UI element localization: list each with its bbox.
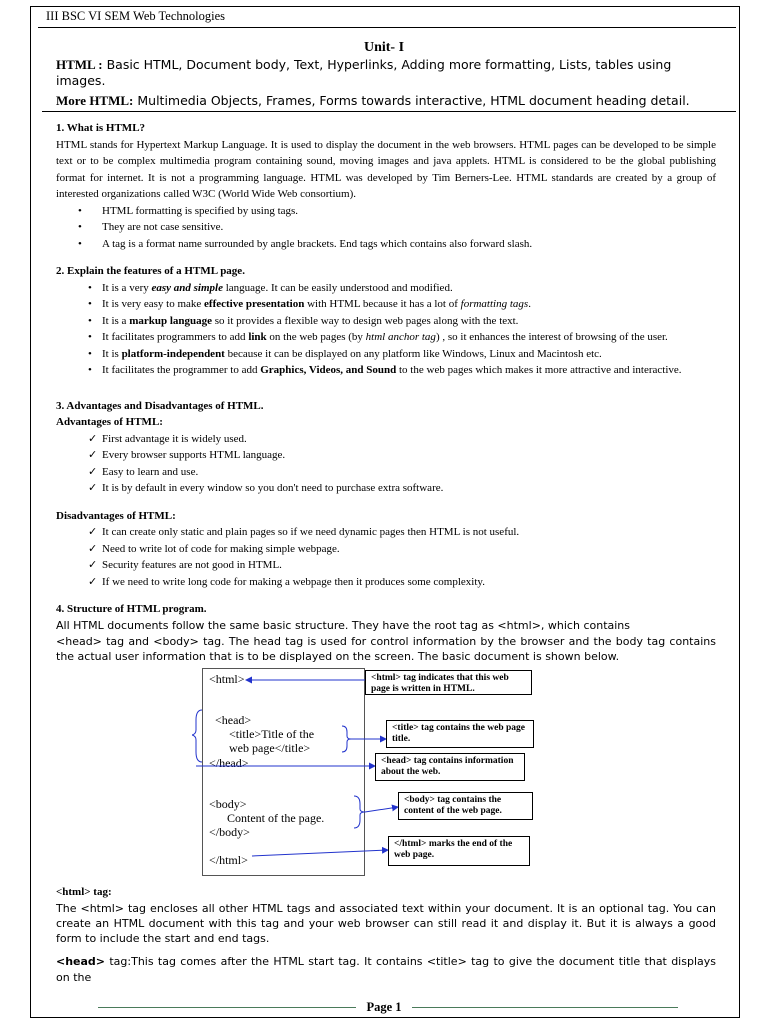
list-item: ✓ If we need to write long code for making a webpage then it produces some complexity. (56, 574, 716, 591)
unit-syllabus (56, 57, 716, 113)
page-content (56, 120, 716, 987)
section-4-paragraph: <head> tag and <body> tag. The head tag is used for control information by the browser and the body tag contains the actual user information that is to be displayed on the screen. The basic document is shown below. (56, 635, 716, 663)
note-end: </html> marks the end of the web page. (388, 836, 530, 866)
section-rule (42, 111, 736, 112)
list-item: ✓ Security features are not good in HTML. (56, 557, 716, 574)
title-brace (342, 726, 351, 752)
section-1-paragraph: HTML stands for Hypertext Markup Language. It is used to display the document in the web browsers. HTML pages can be developed to be simple text or to be complex multimedia program containing sound, moving images and java applets. HTML is considered to be the global publishing format for internet. It is not a programming language. HTML was developed by Tim Berners-Lee. HTML standards are created by a group of interested organizations called W3C (World Wide Web consortium). (56, 138, 716, 200)
code-line: <html> (209, 672, 245, 686)
list-item: • They are not case sensitive. (56, 219, 716, 236)
syllabus-html: HTML : Basic HTML, Document body, Text, Hyperlinks, Adding more formatting, Lists, tables using images. (56, 57, 672, 88)
code-line: <title>Title of the (229, 727, 315, 741)
note-head: <head> tag contains information about the web. (375, 753, 525, 781)
list-item: • It is platform-independent because it can be displayed on any platform like Windows, Linux and Macintosh etc. (56, 346, 716, 363)
section-1-bullets (56, 203, 716, 253)
header-rule (38, 27, 736, 28)
section-3-title: 3. Advantages and Disadvantages of HTML. (56, 399, 264, 412)
section-4-title: 4. Structure of HTML program. (56, 603, 207, 615)
advantages-list (56, 431, 716, 497)
body-brace (354, 796, 365, 828)
syllabus-more-html: More HTML: Multimedia Objects, Frames, Forms towards interactive, HTML document heading detail. (56, 93, 690, 108)
note-title: <title> tag contains the web page title. (386, 720, 534, 748)
head-tag-paragraph: <head> tag:This tag comes after the HTML start tag. It contains <title> tag to give the document title that displays on the (56, 954, 716, 984)
list-item: ✓ It is by default in every window so you don't need to purchase extra software. (56, 480, 716, 497)
note-body: <body> tag contains the content of the web page. (398, 792, 533, 820)
section-2-bullets (56, 280, 716, 379)
list-item: • HTML formatting is specified by using tags. (56, 203, 716, 220)
body-arrow (365, 807, 398, 812)
unit-title: Unit- I (363, 40, 405, 55)
list-item: • It facilitates the programmer to add Graphics, Videos, and Sound to the web pages which makes it more attractive and interactive. (56, 362, 716, 379)
code-line: </html> (209, 853, 248, 867)
section-2-title: 2. Explain the features of a HTML page. (56, 265, 245, 277)
html-tag-heading: <html> tag: (56, 886, 112, 898)
running-header: III BSC VI SEM Web Technologies (46, 9, 226, 23)
list-item: ✓ Easy to learn and use. (56, 464, 716, 481)
code-line: Content of the page. (227, 811, 325, 825)
note-html: <html> tag indicates that this web page is written in HTML. (365, 670, 532, 695)
list-item: ✓ It can create only static and plain pages so if we need dynamic pages then HTML is not useful. (56, 524, 716, 541)
page-number: Page 1 (366, 1000, 402, 1014)
head-brace (192, 710, 202, 762)
end-arrow (252, 850, 388, 856)
code-line: <body> (209, 797, 247, 811)
list-item: • It facilitates programmers to add link on the web pages (by html anchor tag) , so it enhances the interest of browsing of the user. (56, 329, 716, 346)
html-structure-diagram (192, 668, 552, 878)
list-item: • A tag is a format name surrounded by angle brackets. End tags which contains also forward slash. (56, 236, 716, 253)
code-line: </head> (209, 756, 249, 770)
list-item: • It is very easy to make effective presentation with HTML because it has a lot of formatting tags. (56, 296, 716, 313)
code-line: <head> (215, 713, 252, 727)
list-item: ✓ Every browser supports HTML language. (56, 447, 716, 464)
list-item: • It is a very easy and simple language. It can be easily understood and modified. (56, 280, 716, 297)
disadvantages-list (56, 524, 716, 590)
list-item: • It is a markup language so it provides a flexible way to design web pages along with the text. (56, 313, 716, 330)
code-line: web page</title> (229, 741, 311, 755)
section-1-title: 1. What is HTML? (56, 122, 146, 134)
html-tag-paragraph: The <html> tag encloses all other HTML tags and associated text within your document. It is an optional tag. You can create an HTML document with this tag and your web browser can still read it and display it. But it is always a good form to include the start and end tags. (56, 901, 716, 945)
disadvantages-title: Disadvantages of HTML: (56, 509, 176, 522)
list-item: ✓ Need to write lot of code for making simple webpage. (56, 541, 716, 558)
code-line: </body> (209, 825, 250, 839)
advantages-title: Advantages of HTML: (56, 416, 163, 428)
list-item: ✓ First advantage it is widely used. (56, 431, 716, 448)
section-4-line-1: All HTML documents follow the same basic structure. They have the root tag as <html>, which contains (56, 618, 631, 632)
